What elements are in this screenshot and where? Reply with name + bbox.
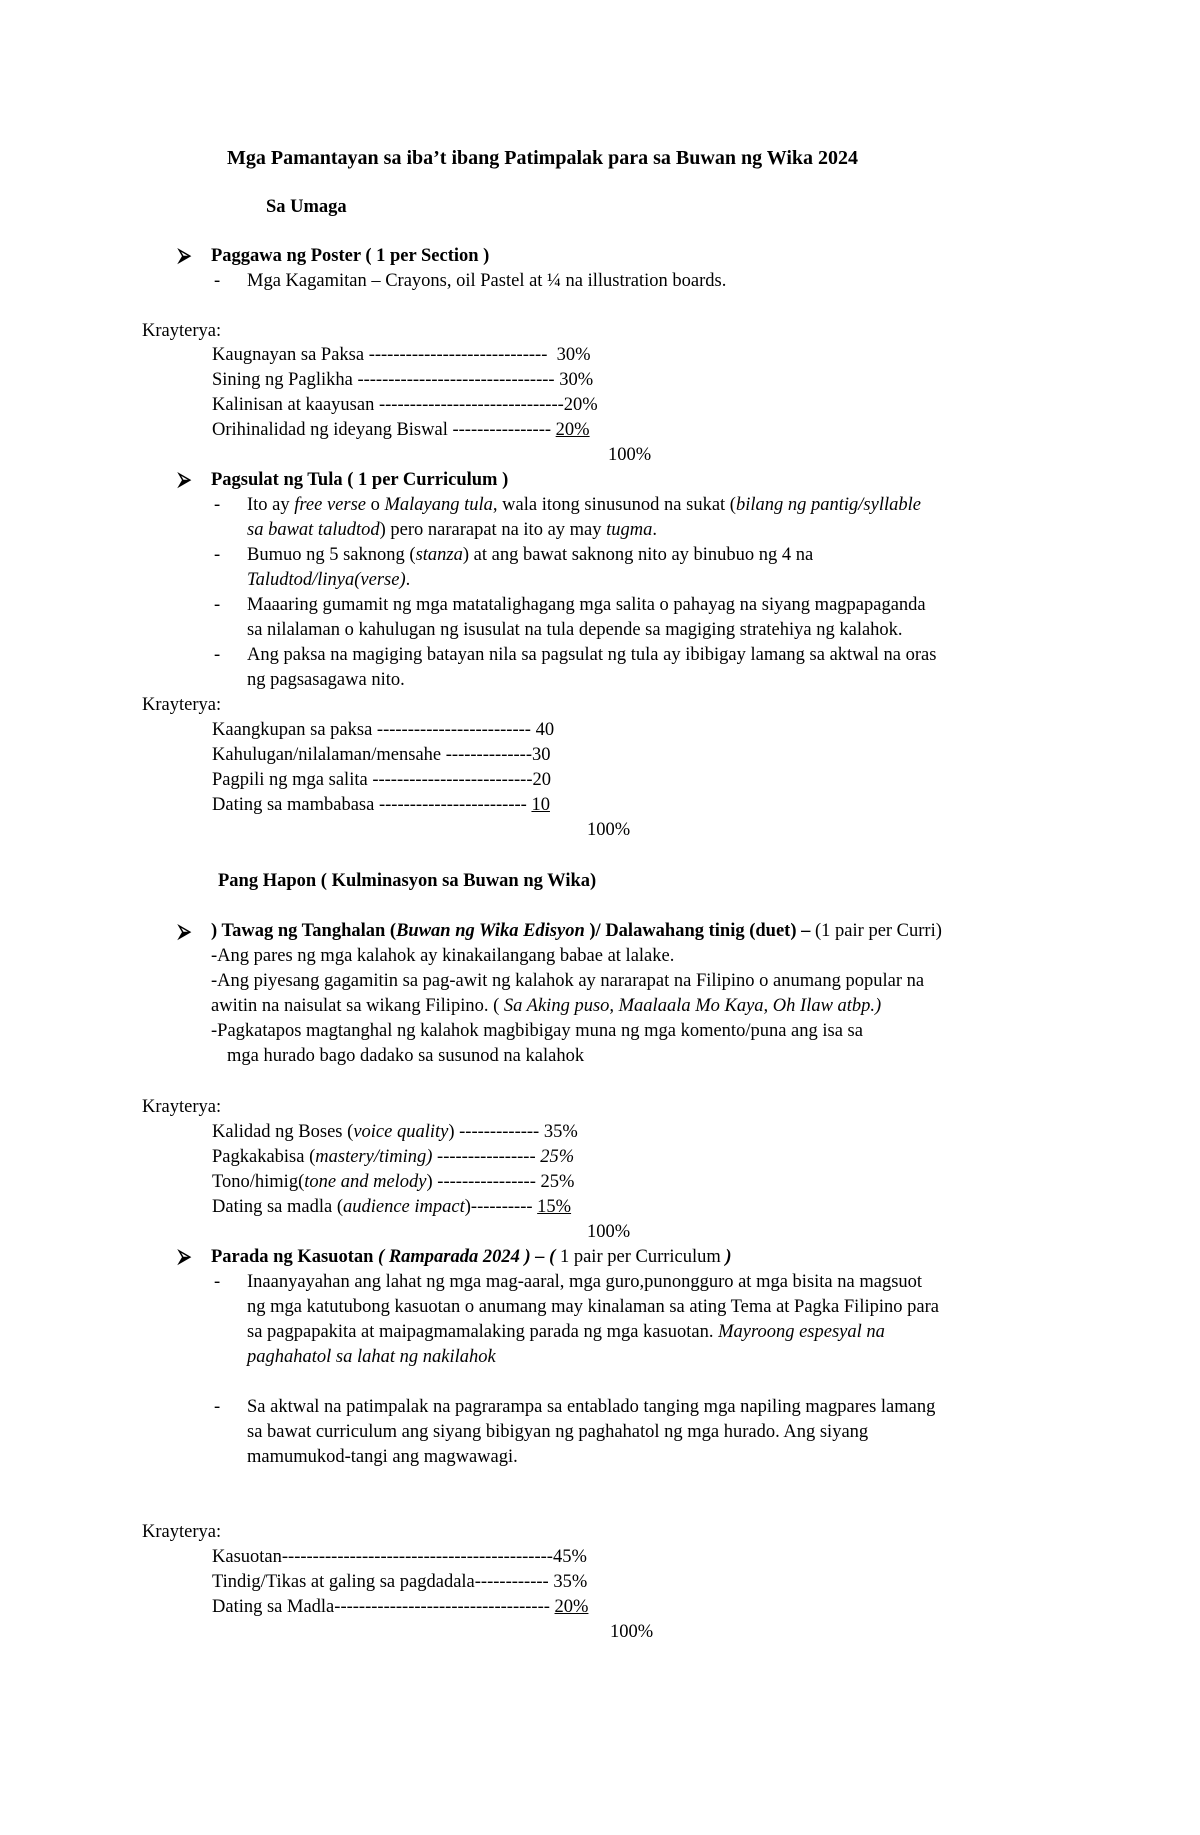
arrow-bullet-icon: ⮚ bbox=[178, 1246, 191, 1266]
criteria-row: Tindig/Tikas at galing sa pagdadala------------ 35% bbox=[212, 1572, 588, 1592]
poem-bullet-line: ng pagsasagawa nito. bbox=[247, 670, 405, 690]
criteria-row: Dating sa mambabasa ------------------------ 10 bbox=[212, 795, 550, 815]
dash-bullet: - bbox=[214, 1272, 221, 1292]
singing-line: -Ang piyesang gagamitin sa pag-awit ng kalahok ay nararapat na Filipino o anumang popular na bbox=[211, 971, 925, 991]
criteria-row: Kaangkupan sa paksa ------------------------- 40 bbox=[212, 720, 555, 740]
dash-bullet: - bbox=[214, 595, 221, 615]
arrow-bullet-icon: ⮚ bbox=[178, 245, 191, 265]
singing-line: -Ang pares ng mga kalahok ay kinakailangang babae at lalake. bbox=[211, 946, 675, 966]
poem-title: Pagsulat ng Tula ( 1 per Curriculum ) bbox=[211, 470, 509, 490]
poem-bullet-line: Taludtod/linya(verse). bbox=[247, 570, 411, 590]
section-heading-afternoon: Pang Hapon ( Kulminasyon sa Buwan ng Wika) bbox=[218, 871, 597, 891]
criteria-row: Kahulugan/nilalaman/mensahe --------------30 bbox=[212, 745, 551, 765]
criteria-row: Dating sa Madla----------------------------------- 20% bbox=[212, 1597, 589, 1617]
criteria-row: Kalidad ng Boses (voice quality) ------------- 35% bbox=[212, 1122, 578, 1142]
krayterya-label: Krayterya: bbox=[142, 1522, 222, 1542]
criteria-total: 100% bbox=[587, 820, 631, 840]
parade-line: sa pagpapakita at maipagmamalaking parada ng mga kasuotan. Mayroong espesyal na bbox=[247, 1322, 885, 1342]
dash-bullet: - bbox=[214, 495, 221, 515]
arrow-bullet-icon: ⮚ bbox=[178, 921, 191, 941]
section-heading-morning: Sa Umaga bbox=[266, 197, 347, 217]
parade-line: ng mga katutubong kasuotan o anumang may kinalaman sa ating Tema at Pagka Filipino para bbox=[247, 1297, 939, 1317]
criteria-row: Tono/himig(tone and melody) ---------------- 25% bbox=[212, 1172, 575, 1192]
criteria-row: Kasuotan--------------------------------------------45% bbox=[212, 1547, 587, 1567]
poster-materials: Mga Kagamitan – Crayons, oil Pastel at ¼ na illustration boards. bbox=[247, 271, 727, 291]
poster-title: Paggawa ng Poster ( 1 per Section ) bbox=[211, 246, 490, 266]
parade-title: Parada ng Kasuotan ( Ramparada 2024 ) – ( 1 pair per Curriculum ) bbox=[211, 1247, 732, 1267]
parade-line: Sa aktwal na patimpalak na pagrarampa sa entablado tanging mga napiling magpares lamang bbox=[247, 1397, 936, 1417]
krayterya-label: Krayterya: bbox=[142, 321, 222, 341]
criteria-row: Sining ng Paglikha -------------------------------- 30% bbox=[212, 370, 594, 390]
dash-bullet: - bbox=[214, 1397, 221, 1417]
parade-line: Inaanyayahan ang lahat ng mga mag-aaral, mga guro,punongguro at mga bisita na magsuot bbox=[247, 1272, 923, 1292]
parade-line: paghahatol sa lahat ng nakilahok bbox=[247, 1347, 496, 1367]
poem-bullet-line: Bumuo ng 5 saknong (stanza) at ang bawat saknong nito ay binubuo ng 4 na bbox=[247, 545, 814, 565]
dash-bullet: - bbox=[214, 545, 221, 565]
criteria-total: 100% bbox=[608, 445, 652, 465]
criteria-row: Kalinisan at kaayusan ------------------------------20% bbox=[212, 395, 598, 415]
krayterya-label: Krayterya: bbox=[142, 1097, 222, 1117]
poem-bullet-line: sa nilalaman o kahulugan ng isusulat na tula depende sa magiging stratehiya ng kalahok. bbox=[247, 620, 903, 640]
dash-bullet: - bbox=[214, 271, 221, 291]
poem-bullet-line: Ito ay free verse o Malayang tula, wala itong sinusunod na sukat (bilang ng pantig/syllable bbox=[247, 495, 921, 515]
document-title: Mga Pamantayan sa iba’t ibang Patimpalak para sa Buwan ng Wika 2024 bbox=[227, 147, 859, 169]
poem-bullet-line: Maaaring gumamit ng mga matatalighagang mga salita o pahayag na siyang magpapaganda bbox=[247, 595, 926, 615]
criteria-row: Pagkakabisa (mastery/timing) ---------------- 25% bbox=[212, 1147, 575, 1167]
criteria-row: Orihinalidad ng ideyang Biswal ---------------- 20% bbox=[212, 420, 590, 440]
singing-title: ) Tawag ng Tanghalan (Buwan ng Wika Edisyon )/ Dalawahang tinig (duet) – (1 pair per Curri) bbox=[211, 921, 942, 941]
criteria-row: Dating sa madla (audience impact)---------- 15% bbox=[212, 1197, 572, 1217]
singing-line: awitin na naisulat sa wikang Filipino. ( Sa Aking puso, Maalaala Mo Kaya, Oh Ilaw atbp.) bbox=[211, 996, 882, 1016]
singing-line: mga hurado bago dadako sa susunod na kalahok bbox=[227, 1046, 585, 1066]
dash-bullet: - bbox=[214, 645, 221, 665]
arrow-bullet-icon: ⮚ bbox=[178, 469, 191, 489]
poem-bullet-line: Ang paksa na magiging batayan nila sa pagsulat ng tula ay ibibigay lamang sa aktwal na oras bbox=[247, 645, 937, 665]
krayterya-label: Krayterya: bbox=[142, 695, 222, 715]
poem-bullet-line: sa bawat taludtod) pero nararapat na ito ay may tugma. bbox=[247, 520, 658, 540]
parade-line: mamumukod-tangi ang magwawagi. bbox=[247, 1447, 518, 1467]
criteria-total: 100% bbox=[587, 1222, 631, 1242]
singing-line: -Pagkatapos magtanghal ng kalahok magbibigay muna ng mga komento/puna ang isa sa bbox=[211, 1021, 863, 1041]
criteria-row: Kaugnayan sa Paksa ----------------------------- 30% bbox=[212, 345, 591, 365]
criteria-total: 100% bbox=[610, 1622, 654, 1642]
parade-line: sa bawat curriculum ang siyang bibigyan ng paghahatol ng mga hurado. Ang siyang bbox=[247, 1422, 869, 1442]
criteria-row: Pagpili ng mga salita --------------------------20 bbox=[212, 770, 551, 790]
